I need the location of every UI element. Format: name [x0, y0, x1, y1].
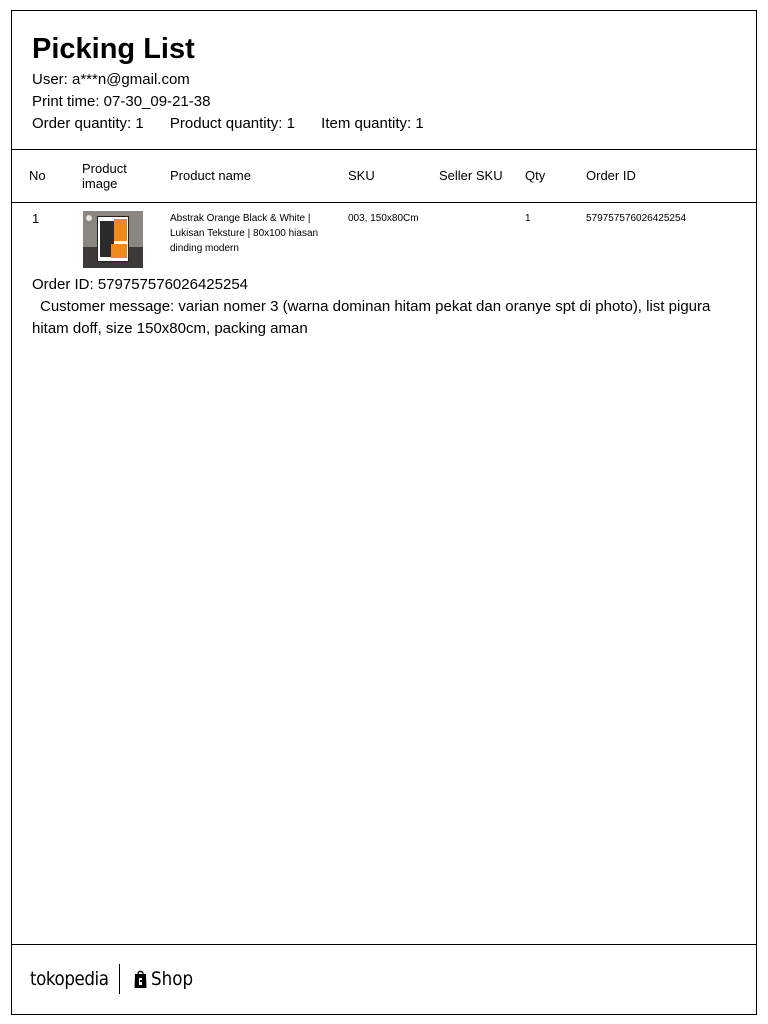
shopping-bag-icon: [134, 969, 147, 989]
col-header-product-name: Product name: [170, 168, 251, 183]
order-details: [32, 274, 744, 340]
footer-logo: [30, 963, 199, 995]
picking-list-sheet: [11, 10, 757, 1015]
customer-message: Customer message: varian nomer 3 (warna dominan hitam pekat dan oranye spt di photo), list pigura hitam doff, size 150x80cm, packing aman: [32, 298, 711, 337]
user-line: User: a***n@gmail.com: [32, 71, 190, 88]
row-qty: 1: [525, 213, 531, 224]
order-quantity: Order quantity: 1: [32, 115, 144, 132]
col-header-sku: SKU: [348, 168, 375, 183]
row-sku: 003, 150x80Cm: [348, 213, 419, 224]
item-quantity: Item quantity: 1: [321, 115, 424, 132]
col-header-qty: Qty: [525, 168, 546, 183]
product-quantity: Product quantity: 1: [169, 115, 295, 132]
header: [32, 29, 446, 135]
quantity-summary: [32, 113, 446, 135]
row-order-id: 579757576026425254: [586, 213, 687, 224]
logo-divider: [119, 964, 120, 994]
page-title: Picking List: [32, 33, 195, 65]
footer-divider: [12, 944, 756, 945]
col-header-product-image: Product image: [82, 161, 127, 191]
row-product-name: Abstrak Orange Black & White | Lukisan Teksture | 80x100 hiasan dinding modern: [170, 213, 319, 254]
col-header-order-id: Order ID: [586, 168, 636, 183]
row-no: 1: [32, 211, 40, 226]
shop-logo-text: Shop: [151, 968, 194, 990]
col-header-no: No: [29, 168, 46, 183]
order-id-line: Order ID: 579757576026425254: [32, 276, 249, 293]
col-header-seller-sku: Seller SKU: [439, 168, 503, 183]
header-divider: [12, 149, 756, 150]
table-header-divider: [12, 202, 756, 203]
print-time-line: Print time: 07-30_09-21-38: [32, 93, 211, 110]
product-thumbnail: [83, 211, 143, 268]
tokopedia-logo-text: tokopedia: [30, 968, 109, 990]
